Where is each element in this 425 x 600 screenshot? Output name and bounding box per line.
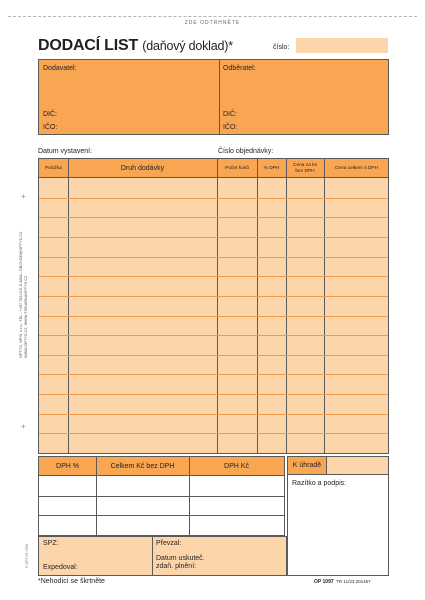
table-row-divider (39, 394, 388, 395)
table-row-divider (39, 414, 388, 415)
dispatched-label: Expedoval: (43, 564, 78, 571)
customer-dic-label: DIČ: (223, 111, 237, 118)
col-header-vat-amount: DPH Kč (224, 463, 249, 470)
table-row-divider (39, 515, 284, 516)
table-row-divider (39, 296, 388, 297)
realized-date-label: Datum uskuteč. zdaň. plnění: (156, 555, 205, 570)
table-row-divider (39, 374, 388, 375)
table-row-divider (39, 198, 388, 199)
col-header-vat-percent: DPH % (56, 463, 79, 470)
supplier-dic-label: DIČ: (43, 111, 57, 118)
document-title (38, 37, 233, 55)
customer-label: Odběratel: (223, 65, 256, 72)
table-row-divider (39, 335, 388, 336)
table-row-divider (39, 237, 388, 238)
stamp-label: Razítko a podpis: (292, 480, 347, 487)
product-code: OP 1097 (314, 579, 334, 585)
punch-mark-icon: + (21, 422, 26, 431)
footnote: *Nehodící se škrtněte (38, 578, 105, 585)
supplier-label: Dodavatel: (43, 65, 77, 72)
col-header-total-price: Cena celkem s DPH (334, 165, 379, 171)
document-number-field[interactable] (296, 38, 388, 53)
tear-label: ZDE ODTRHNĚTE (0, 11, 425, 29)
col-header-description: Druh dodávky (120, 164, 165, 172)
title-main: DODACÍ LIST (38, 37, 139, 54)
received-label: Převzal: (156, 540, 182, 547)
items-table (38, 158, 389, 454)
col-divider (286, 159, 287, 453)
supplier-ico-label: IČO: (43, 124, 58, 131)
col-header-item: Položka (44, 165, 63, 171)
stamp-signature-box[interactable] (287, 475, 389, 576)
col-divider (257, 159, 258, 453)
number-label: číslo: (273, 44, 290, 51)
table-row-divider (39, 217, 388, 218)
col-header-quantity: Počet kusů (225, 165, 249, 171)
col-divider (68, 159, 69, 453)
publisher-line-2: WWW.OPTYS.CZ, WWW.TISKARNAOPTYS.CZ (23, 275, 28, 358)
order-number-label: Číslo objednávky: (218, 148, 274, 155)
col-header-total-excl-vat: Celkem Kč bez DPH (110, 463, 175, 470)
punch-mark-icon: + (21, 192, 26, 201)
parties-divider (219, 60, 220, 134)
table-row-divider (39, 496, 284, 497)
parties-box (38, 59, 389, 135)
shipping-box (38, 536, 287, 576)
col-header-unit-price: Cena za ks bez DPH (293, 162, 317, 174)
publisher-side-text (19, 228, 31, 358)
amount-due-field[interactable] (327, 456, 389, 475)
title-subtitle: (daňový doklad)* (142, 39, 233, 53)
table-row-divider (39, 316, 388, 317)
table-row-divider (39, 355, 388, 356)
form-code (314, 579, 371, 585)
amount-due-label: K úhradě (287, 456, 327, 475)
copyright-text: © OPTYS 1996 (25, 543, 29, 568)
col-divider (324, 159, 325, 453)
table-row-divider (39, 433, 388, 434)
print-info: TR 11/23 201467 (336, 579, 371, 584)
publisher-line-1: OPTYS, OPIS, s.r.o., TEL.: +497 783 019, E-MAIL: OBCHOD@OPTYS.CZ (19, 231, 23, 358)
issue-date-label: Datum vystavení: (38, 148, 93, 155)
table-row-divider (39, 257, 388, 258)
table-row-divider (39, 276, 388, 277)
col-header-vat-rate: % DPH (263, 165, 280, 171)
shipping-divider (152, 537, 153, 575)
spz-label: SPZ: (43, 540, 59, 547)
vat-summary-table (38, 456, 285, 536)
col-divider (217, 159, 218, 453)
customer-ico-label: IČO: (223, 124, 238, 131)
